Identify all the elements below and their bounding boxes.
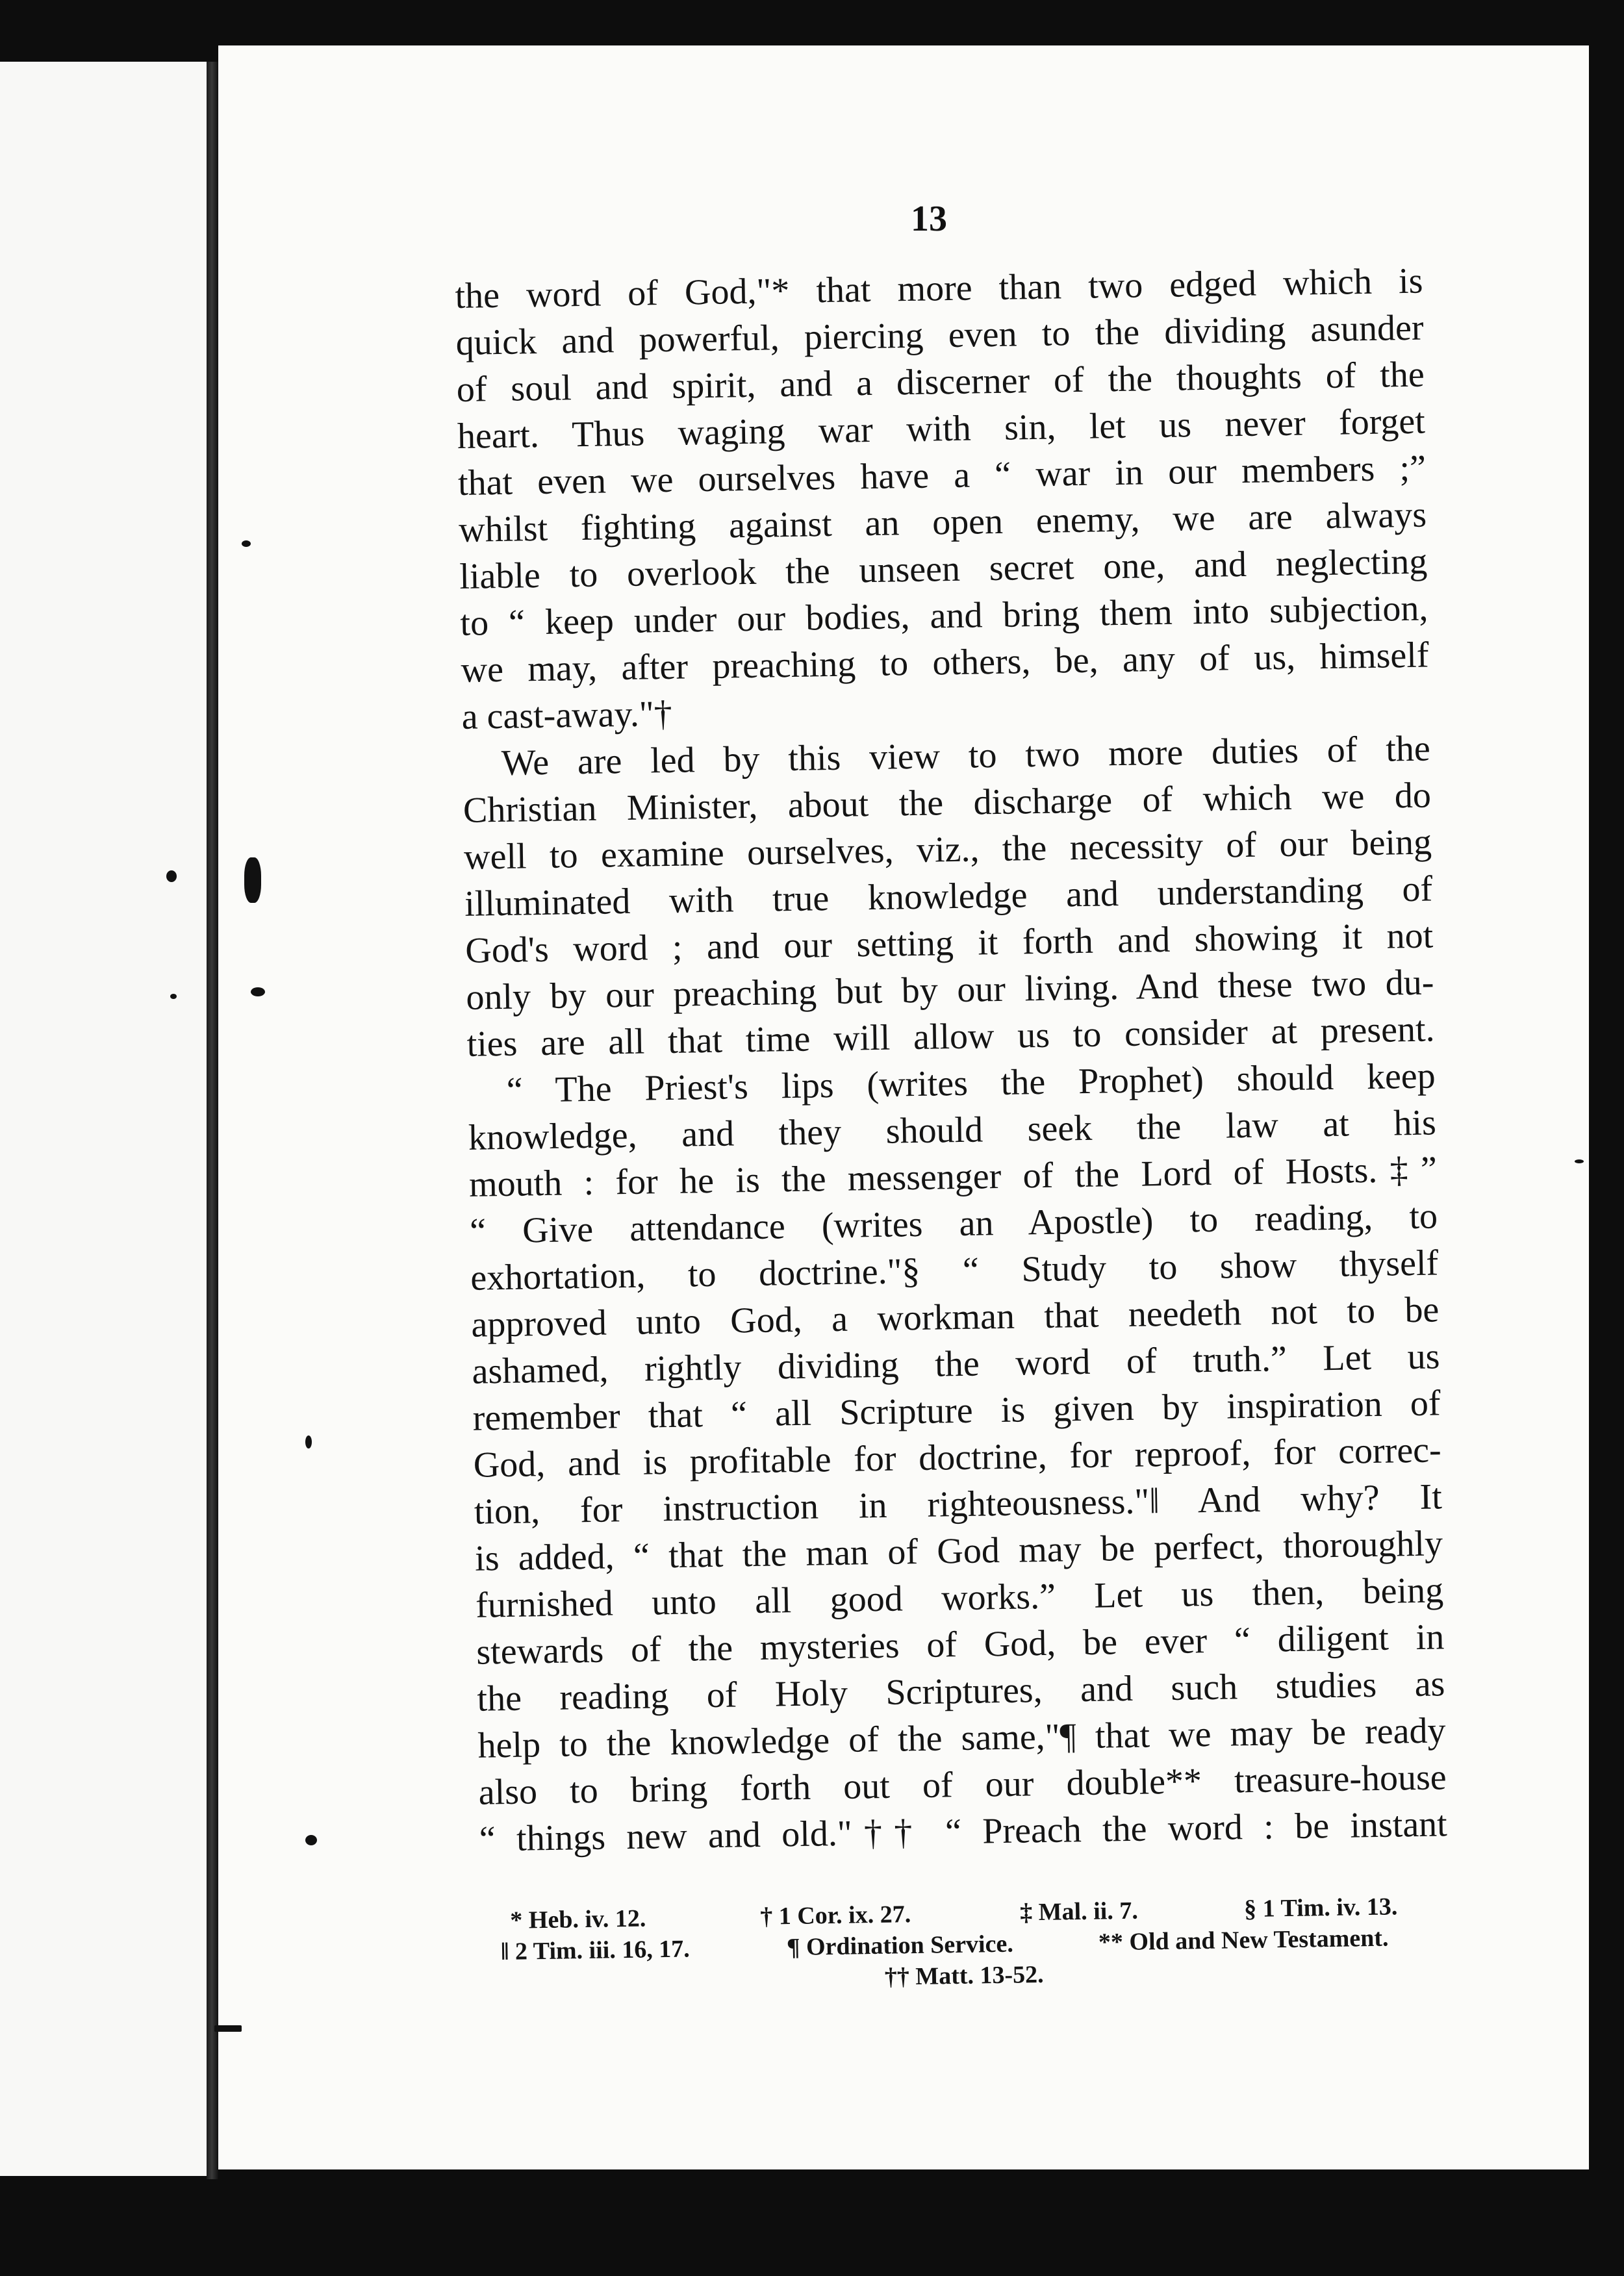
scan-speck bbox=[242, 540, 251, 547]
book-spine bbox=[207, 62, 218, 2179]
text-line: is added, “ that the man of God may be perfect, thoroughly bbox=[474, 1523, 1443, 1579]
text-line: knowledge, and they should seek the law at his bbox=[468, 1102, 1437, 1158]
text-line: liable to overlook the unseen secret one, and neglecting bbox=[459, 541, 1428, 597]
text-line: God, and is profitable for doctrine, for reproof, for correc- bbox=[473, 1430, 1442, 1486]
text-line: “ The Priest's lips (writes the Prophet) should keep bbox=[506, 1056, 1436, 1111]
footnote-ordination: ¶ Ordination Service. bbox=[786, 1930, 1014, 1962]
scan-speck bbox=[244, 857, 261, 903]
text-line: heart. Thus waging war with sin, let us never forget bbox=[457, 401, 1426, 457]
scan-speck bbox=[166, 870, 177, 882]
text-line: tion, for instruction in righteousness."‖ And why? It bbox=[474, 1476, 1443, 1532]
text-line: God's word ; and our setting it forth and showing it not bbox=[464, 915, 1434, 971]
text-line: furnished unto all good works.” Let us then, being bbox=[475, 1570, 1444, 1626]
scan-speck bbox=[214, 2025, 242, 2032]
text-line: only by our preaching but by our living. And these two du- bbox=[466, 962, 1434, 1018]
text-line: ties are all that time will allow us to consider at present. bbox=[466, 1009, 1435, 1065]
text-line: illuminated with true knowledge and understanding of bbox=[464, 868, 1433, 924]
text-line: approved unto God, a workman that needeth not to be bbox=[470, 1289, 1440, 1345]
footnote-matt: †† Matt. 13-52. bbox=[884, 1960, 1044, 1991]
scan-speck bbox=[251, 987, 265, 996]
text-line: the word of God,"* that more than two edged which is bbox=[455, 260, 1423, 316]
page-number: 13 bbox=[911, 199, 947, 239]
text-line: of soul and spirit, and a discerner of the thoughts of the bbox=[456, 354, 1425, 410]
text-line: exhortation, to doctrine."§ “ Study to show thyself bbox=[470, 1243, 1439, 1298]
footnote-heb: * Heb. iv. 12. bbox=[510, 1904, 646, 1934]
scan-speck bbox=[305, 1435, 312, 1448]
text-line: stewards of the mysteries of God, be ever “ diligent in bbox=[476, 1617, 1445, 1673]
footnotes bbox=[500, 1891, 1463, 2000]
footnote-tim1: § 1 Tim. iv. 13. bbox=[1243, 1893, 1398, 1923]
scan-speck bbox=[170, 994, 177, 999]
text-line: Christian Minister, about the discharge of which we do bbox=[463, 775, 1432, 831]
footnote-testament: ** Old and New Testament. bbox=[1098, 1924, 1389, 1956]
text-line: the reading of Holy Scriptures, and such studies as bbox=[477, 1663, 1445, 1719]
text-line: mouth : for he is the messenger of the Lord of Hosts.‡” bbox=[468, 1149, 1438, 1205]
text-line: that even we ourselves have a “ war in our members ;” bbox=[457, 448, 1427, 503]
facing-page-edge bbox=[0, 62, 209, 2176]
text-line: well to examine ourselves, viz., the necessity of our being bbox=[463, 822, 1432, 878]
text-line: whilst fighting against an open enemy, we are always bbox=[458, 494, 1427, 550]
text-line: help to the knowledge of the same,"¶ that we may be ready bbox=[477, 1710, 1446, 1766]
text-line: also to bring forth out of our double** treasure-house bbox=[478, 1757, 1447, 1813]
footnote-mal: ‡ Mal. ii. 7. bbox=[1019, 1897, 1139, 1927]
body-text bbox=[455, 257, 1473, 1863]
text-line: remember that “ all Scripture is given by inspiration of bbox=[472, 1383, 1441, 1439]
scan-speck bbox=[1575, 1159, 1584, 1163]
text-line: “ things new and old."†† “ Preach the word : be instant bbox=[479, 1804, 1448, 1860]
text-line: ashamed, rightly dividing the word of truth.” Let us bbox=[472, 1336, 1440, 1392]
text-line: quick and powerful, piercing even to the dividing asunder bbox=[455, 307, 1424, 363]
text-line: We are led by this view to two more duties of the bbox=[501, 728, 1431, 783]
text-line: a cast-away."† bbox=[461, 693, 673, 737]
text-line: we may, after preaching to others, be, any of us, himself bbox=[461, 635, 1429, 690]
footnote-tim2: ‖ 2 Tim. iii. 16, 17. bbox=[500, 1935, 691, 1966]
footnote-cor: † 1 Cor. ix. 27. bbox=[759, 1901, 911, 1930]
text-line: “ Give attendance (writes an Apostle) to reading, to bbox=[469, 1196, 1438, 1252]
scan-speck bbox=[305, 1835, 317, 1845]
text-line: to “ keep under our bodies, and bring them into subjection, bbox=[459, 588, 1428, 644]
